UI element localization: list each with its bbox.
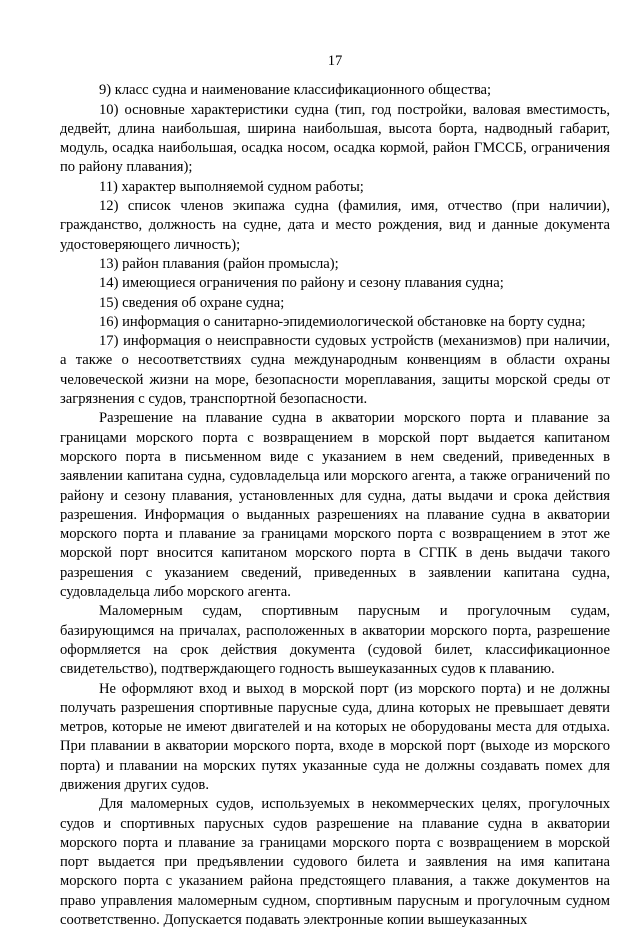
list-item-16: 16) информация о санитарно-эпидемиологической обстановке на борту судна; xyxy=(99,313,586,330)
paragraph-small-vessels: Маломерным судам, спортивным парусным и прогулочным судам, базирующимся на причалах, расположенных в акватории морского порта, разрешение оформляется на срок действия документа (судовой билет, классификационное свидетельство), подтверждающего годность вышеуказанных судов к плаванию. xyxy=(60,603,610,678)
paragraph-noncommercial: Для маломерных судов, используемых в некоммерческих целях, прогулочных судов и спортивных парусных судов разрешение на плавание судна в акватории морского порта и плавание за границами морского порта с возвращением в морской порт выдается при предъявлении судового билета и заявления на имя капитана морского порта с указанием района предстоящего плавания, а также документов на право управления маломерным судном, спортивным парусным и прогулочным судном соответственно. Допускается подавать электронные копии вышеуказанных xyxy=(60,796,610,929)
list-item-10: 10) основные характеристики судна (тип, год постройки, валовая вместимость, дедвейт, длина наибольшая, ширина наибольшая, высота борта, надводный габарит, модуль, осадка наибольшая, осадка носом, осадка кормой, район ГМССБ, ограничения по району плавания); xyxy=(60,101,610,176)
page-number: 17 xyxy=(327,53,343,69)
paragraph-permission: Разрешение на плавание судна в акватории морского порта и плавание за границами морского порта с возвращением в морской порт выдается капитаном морского порта в письменном виде с указанием в нем сведений, приведенных в заявлении капитана судна, судовладельца или морского агента, а также ограничений по району и сезону плавания, установленных для судна, даты выдачи и срока действия разрешения. Информация о выданных разрешениях на плавание судна в акватории морского порта и плавание за границами морского порта с возвращением в этот же морской порт вносится капитаном морского порта в СГПК в день выдачи такого разрешения с указанием сведений, приведенных в заявлении капитана судна, судовладельца либо морского агента. xyxy=(60,410,610,601)
list-item-14: 14) имеющиеся ограничения по району и сезону плавания судна; xyxy=(99,275,504,292)
list-item-17: 17) информация о неисправности судовых устройств (механизмов) при наличии, а также о несоответствиях судна международным конвенциям в области охраны человеческой жизни на море, безопасности мореплавания, защиты морской среды от загрязнения с судов, транспортной безопасности. xyxy=(60,333,610,408)
list-item-12: 12) список членов экипажа судна (фамилия, имя, отчество (при наличии), гражданство, должность на судне, дата и место рождения, вид и данные документа удостоверяющего личность); xyxy=(60,198,610,253)
list-item-15: 15) сведения об охране судна; xyxy=(99,294,285,311)
list-item-13: 13) район плавания (район промысла); xyxy=(99,255,339,272)
paragraph-sailing-vessels: Не оформляют вход и выход в морской порт (из морского порта) и не должны получать разрешения спортивные парусные суда, длина которых не превышает девяти метров, которые не имеют двигателей и на которых не оборудованы места для отдыха. При плавании в акватории морского порта, входе в морской порт (выходе из морского порта) и плавании на морских путях указанные суда не должны создавать помех для движения других судов. xyxy=(60,680,610,793)
document-body xyxy=(60,81,610,930)
list-item-11: 11) характер выполняемой судном работы; xyxy=(99,178,364,195)
list-item-9: 9) класс судна и наименование классификационного общества; xyxy=(99,82,492,99)
